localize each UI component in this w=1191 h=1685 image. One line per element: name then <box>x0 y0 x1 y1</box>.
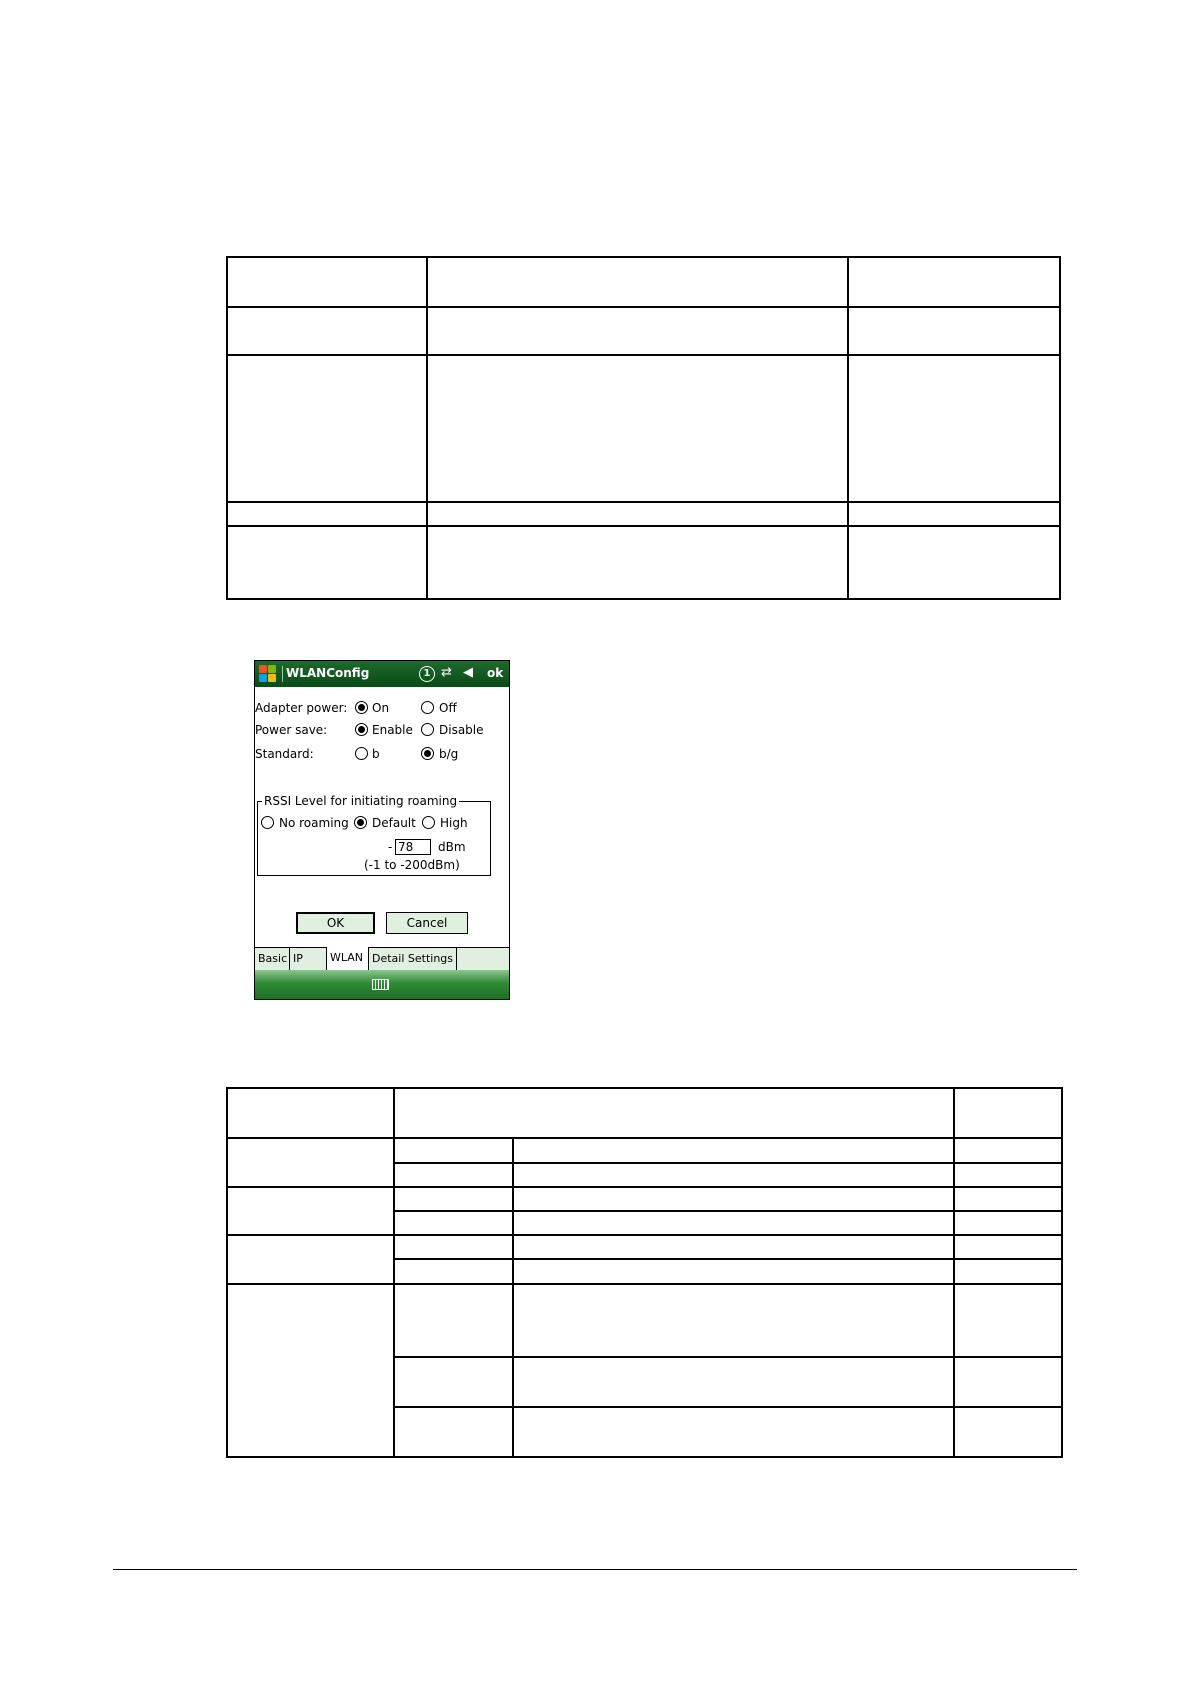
power-save-enable-label[interactable]: Enable <box>372 723 413 737</box>
standard-label: Standard: <box>255 747 314 761</box>
rssi-roaming-group <box>257 794 491 876</box>
no-roaming-label[interactable]: No roaming <box>279 816 349 830</box>
table-row <box>227 1187 1062 1211</box>
adapter-power-on-radio[interactable] <box>355 701 368 714</box>
speaker-mute-icon[interactable]: ◀ <box>463 665 473 680</box>
windows-start-icon[interactable] <box>259 665 277 683</box>
table-row <box>227 1235 1062 1259</box>
default-roaming-radio[interactable] <box>354 816 367 829</box>
rssi-roaming-legend: RSSI Level for initiating roaming <box>264 794 458 808</box>
default-roaming-label[interactable]: Default <box>372 816 416 830</box>
table-row <box>227 257 1060 307</box>
soft-key-bar <box>255 970 509 999</box>
tab-ip[interactable]: IP <box>290 948 327 970</box>
dbm-input[interactable]: 78 <box>395 839 431 855</box>
standard-b-label[interactable]: b <box>372 747 380 761</box>
device-screen <box>254 660 510 1000</box>
tab-bar <box>255 947 509 971</box>
standard-b-radio[interactable] <box>355 747 368 760</box>
table-row <box>227 526 1060 599</box>
notification-indicator[interactable]: 1 <box>419 666 435 682</box>
table-row <box>227 355 1060 502</box>
cancel-button[interactable]: Cancel <box>386 912 468 934</box>
table-1 <box>226 256 1061 600</box>
table-row <box>227 1138 1062 1162</box>
table-row <box>227 307 1060 355</box>
app-title: WLANConfig <box>286 666 370 680</box>
high-roaming-radio[interactable] <box>422 816 435 829</box>
standard-bg-label[interactable]: b/g <box>439 747 459 761</box>
power-save-disable-label[interactable]: Disable <box>439 723 484 737</box>
adapter-power-on-label[interactable]: On <box>372 701 390 715</box>
footer-rule <box>113 1569 1077 1570</box>
tab-wlan[interactable]: WLAN <box>327 947 369 971</box>
table-row <box>227 1088 1062 1138</box>
dbm-range-hint: (-1 to -200dBm) <box>364 858 460 872</box>
table-row <box>227 502 1060 526</box>
adapter-power-off-radio[interactable] <box>421 701 434 714</box>
no-roaming-radio[interactable] <box>261 816 274 829</box>
high-roaming-label[interactable]: High <box>440 816 468 830</box>
connectivity-icon[interactable]: ⇄ <box>441 665 452 680</box>
tab-detail-settings[interactable]: Detail Settings <box>369 948 457 970</box>
standard-bg-radio[interactable] <box>421 747 434 760</box>
ok-title-button[interactable]: ok <box>487 666 504 680</box>
title-separator <box>282 666 283 682</box>
power-save-enable-radio[interactable] <box>355 723 368 736</box>
dbm-minus-sign: - <box>388 840 393 854</box>
keyboard-icon[interactable] <box>372 979 389 990</box>
dbm-unit-label: dBm <box>438 840 466 854</box>
power-save-label: Power save: <box>255 723 328 737</box>
table-2 <box>226 1087 1063 1458</box>
table-row <box>227 1284 1062 1358</box>
ok-button[interactable]: OK <box>296 912 375 934</box>
power-save-disable-radio[interactable] <box>421 723 434 736</box>
tab-basic[interactable]: Basic <box>255 948 290 970</box>
title-bar <box>255 661 509 687</box>
adapter-power-label: Adapter power: <box>255 701 348 715</box>
adapter-power-off-label[interactable]: Off <box>439 701 457 715</box>
